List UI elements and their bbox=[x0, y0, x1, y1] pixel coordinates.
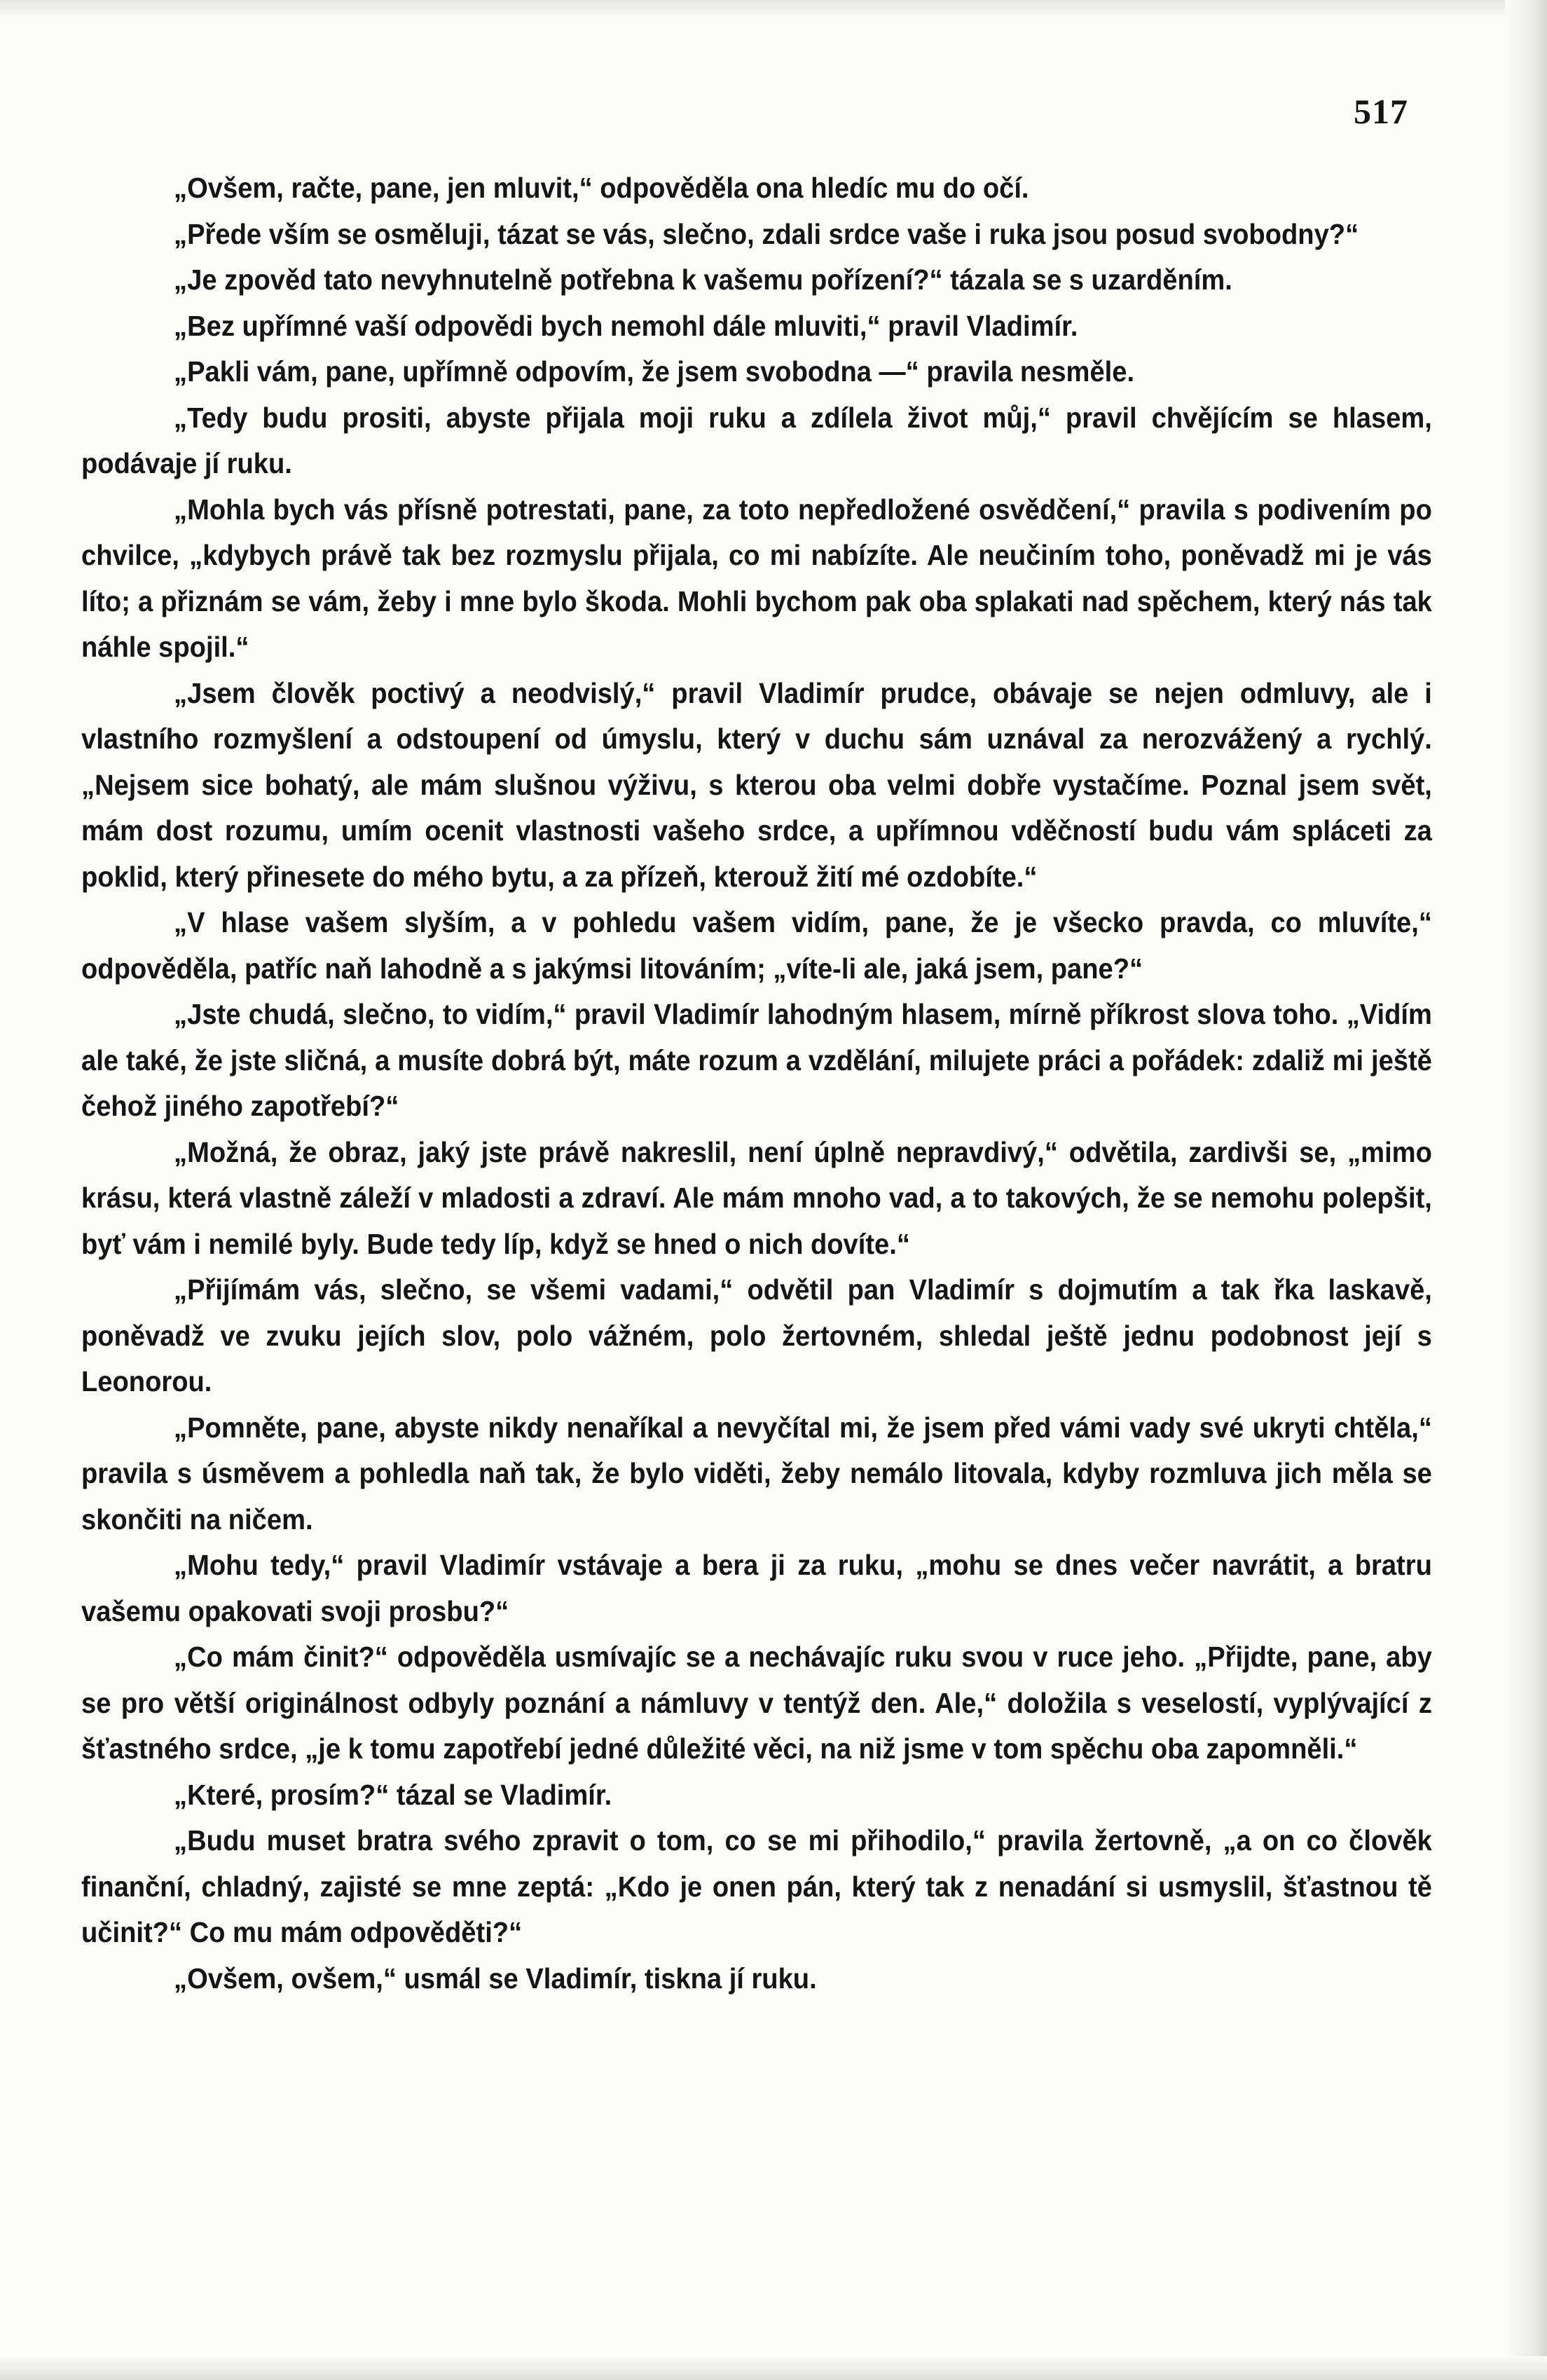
paragraph: „Jste chudá, slečno, to vidím,“ pravil Vladimír lahodným hlasem, mírně příkrost slova toho. „Vidím ale také, že jste sličná, a musíte dobrá být, máte rozum a vzdělání, milujete práci a pořádek: zdaliž mi ještě čehož jiného zapotřebí?“ bbox=[81, 998, 1432, 1122]
paragraph: „Budu muset bratra svého zpravit o tom, co se mi přihodilo,“ pravila žertovně, „a on co člověk finanční, chladný, zajisté se mne zeptá: „Kdo je onen pán, který tak z nenadání si usmyslil, šťastnou tě učinit?“ Co mu mám odpověděti?“ bbox=[81, 1824, 1432, 1948]
page-shadow-right bbox=[1505, 0, 1547, 2380]
paragraph: „Je zpověd tato nevyhnutelně potřebna k vašemu pořízení?“ tázala se s uzarděním. bbox=[174, 264, 1232, 296]
body-text bbox=[81, 165, 1432, 2002]
paragraph: „Přijímám vás, slečno, se všemi vadami,“ odvětil pan Vladimír s dojmutím a tak řka laskavě, poněvadž ve zvuku jejích slov, polo vážném, polo žertovném, shledal ještě jednu podobnost její s Leonorou. bbox=[81, 1273, 1432, 1397]
paragraph: „Bez upřímné vaší odpovědi bych nemohl dále mluviti,“ pravil Vladimír. bbox=[174, 309, 1078, 342]
paragraph: „Možná, že obraz, jaký jste právě nakreslil, není úplně nepravdivý,“ odvětila, zardivši se, „mimo krásu, která vlastně záleží v mladosti a zdraví. Ale mám mnoho vad, a to takových, že se nemohu polepšit, byť vám i nemilé byly. Bude tedy líp, když se hned o nich dovíte.“ bbox=[81, 1135, 1432, 1260]
page-shadow-bottom bbox=[0, 2356, 1547, 2380]
page-number: 517 bbox=[1354, 92, 1408, 131]
paragraph: „Jsem člověk poctivý a neodvislý,“ pravil Vladimír prudce, obávaje se nejen odmluvy, ale i vlastního rozmyšlení a odstoupení od úmyslu, který v duchu sám uznával za nerozvážený a rychlý. „Nejsem sice bohatý, ale mám slušnou výživu, s kterou oba velmi dobře vystačíme. Poznal jsem svět, mám dost rozumu, umím ocenit vlastnosti vašeho srdce, a upřímnou vděčností budu vám spláceti za poklid, který přinesete do mého bytu, a za přízeň, kterouž žití mé ozdobíte.“ bbox=[81, 676, 1432, 893]
paragraph: „Ovšem, račte, pane, jen mluvit,“ odpověděla ona hledíc mu do očí. bbox=[174, 172, 1029, 204]
paragraph: „Které, prosím?“ tázal se Vladimír. bbox=[174, 1778, 612, 1811]
page-shadow-top bbox=[0, 0, 1547, 18]
paragraph: „Přede vším se osměluji, tázat se vás, slečno, zdali srdce vaše i ruka jsou posud svobodny?“ bbox=[174, 217, 1359, 250]
paragraph: „Mohu tedy,“ pravil Vladimír vstávaje a bera ji za ruku, „mohu se dnes večer navrátit, a bratru vašemu opakovati svoji prosbu?“ bbox=[81, 1549, 1432, 1627]
paragraph: „V hlase vašem slyším, a v pohledu vašem vidím, pane, že je všecko pravda, co mluvíte,“ odpověděla, patříc naň lahodně a s jakýmsi litováním; „víte-li ale, jaká jsem, pane?“ bbox=[81, 906, 1432, 985]
paragraph: „Pakli vám, pane, upřímně odpovím, že jsem svobodna —“ pravila nesměle. bbox=[174, 355, 1135, 388]
paragraph: „Co mám činit?“ odpověděla usmívajíc se a nechávajíc ruku svou v ruce jeho. „Přijdte, pane, aby se pro větší originálnost odbyly poznání a námluvy v tentýž den. Ale,“ doložila s veselostí, vyplývající z šťastného srdce, „je k tomu zapotřebí jedné důležité věci, na niž jsme v tom spěchu oba zapomněli.“ bbox=[81, 1641, 1432, 1765]
paragraph: „Tedy budu prositi, abyste přijala moji ruku a zdílela život můj,“ pravil chvějícím se hlasem, podávaje jí ruku. bbox=[81, 401, 1432, 479]
paragraph: „Mohla bych vás přísně potrestati, pane, za toto nepředložené osvědčení,“ pravila s podivením po chvilce, „kdybych právě tak bez rozmyslu přijala, co mi nabízíte. Ale neučiním toho, poněvadž mi je vás líto; a přiznám se vám, žeby i mne bylo škoda. Mohli bychom pak oba splakati nad spěchem, který nás tak náhle spojil.“ bbox=[81, 493, 1432, 663]
paragraph: „Ovšem, ovšem,“ usmál se Vladimír, tiskna jí ruku. bbox=[174, 1962, 817, 1995]
paragraph: „Pomněte, pane, abyste nikdy nenaříkal a nevyčítal mi, že jsem před vámi vady své ukryti chtěla,“ pravila s úsměvem a pohledla naň tak, že bylo viděti, žeby nemálo litovala, kdyby rozmluva jich měla se skončiti na ničem. bbox=[81, 1411, 1432, 1536]
